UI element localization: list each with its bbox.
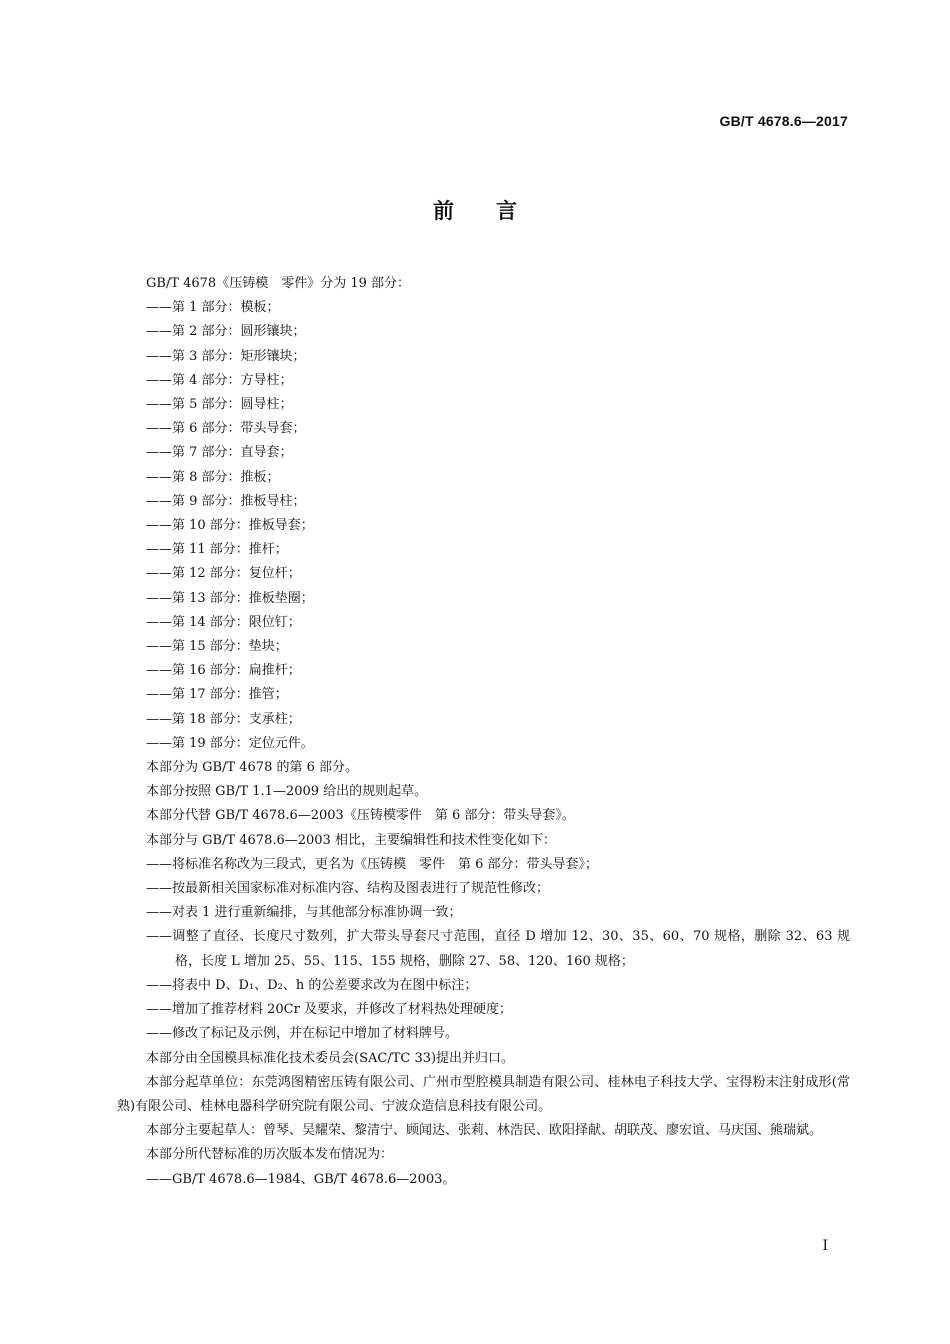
part-of-paragraph: 本部分为 GB/T 4678 的第 6 部分。 xyxy=(146,760,359,776)
list-item: ——第 6 部分：带头导套； xyxy=(146,421,306,437)
list-item: ——第 19 部分：定位元件。 xyxy=(146,735,314,751)
list-item: ——将表中 D、D₁、D₂、h 的公差要求改为在图中标注； xyxy=(146,977,478,993)
history-list xyxy=(117,1168,850,1192)
list-item: ——第 9 部分：推板导柱； xyxy=(146,493,306,509)
list-item: ——第 10 部分：推板导套； xyxy=(146,518,314,534)
drafting-rule-paragraph: 本部分按照 GB/T 1.1—2009 给出的规则起草。 xyxy=(146,784,428,800)
list-item: ——第 15 部分：垫块； xyxy=(146,639,288,655)
list-item: ——第 2 部分：圆形镶块； xyxy=(146,324,306,340)
drafting-units-paragraph: 本部分起草单位：东莞鸿图精密压铸有限公司、广州市型腔模具制造有限公司、桂林电子科技大学、宝得粉末注射成形(常熟)有限公司、桂林电器科学研究院有限公司、宁波众造信息科技有限公司。 xyxy=(117,1074,850,1114)
drafters-paragraph: 本部分主要起草人：曾琴、吴耀荣、黎清宁、顾闻达、张莉、林浩民、欧阳择献、胡联茂、廖宏谊、马庆国、熊瑞斌。 xyxy=(146,1123,823,1139)
page-title-char-2: 言 xyxy=(496,199,517,223)
list-item: ——第 8 部分：推板； xyxy=(146,469,280,485)
list-item: ——第 3 部分：矩形镶块； xyxy=(146,348,306,364)
document-body xyxy=(117,272,850,1192)
page-number: I xyxy=(822,1238,828,1254)
changes-intro-paragraph: 本部分与 GB/T 4678.6—2003 相比，主要编辑性和技术性变化如下： xyxy=(146,832,556,848)
changes-list xyxy=(117,853,850,1047)
proposed-by-paragraph: 本部分由全国模具标准化技术委员会(SAC/TC 33)提出并归口。 xyxy=(146,1050,515,1066)
list-item: ——第 11 部分：推杆； xyxy=(146,542,288,558)
list-item: ——第 4 部分：方导柱； xyxy=(146,372,293,388)
list-item: ——对表 1 进行重新编排，与其他部分标准协调一致； xyxy=(146,905,462,921)
list-item: ——第 12 部分：复位杆； xyxy=(146,566,301,582)
list-item: ——修改了标记及示例，并在标记中增加了材料牌号。 xyxy=(146,1026,459,1042)
list-item: ——第 16 部分：扁推杆； xyxy=(146,663,301,679)
list-item: ——第 13 部分：推板垫圈； xyxy=(146,590,314,606)
list-item: ——第 18 部分：支承柱； xyxy=(146,711,301,727)
page-title-char-1: 前 xyxy=(433,199,454,223)
list-item: ——第 5 部分：圆导柱； xyxy=(146,397,293,413)
list-item: ——将标准名称改为三段式，更名为《压铸模 零件 第 6 部分：带头导套》； xyxy=(146,856,599,872)
history-intro-paragraph: 本部分所代替标准的历次版本发布情况为： xyxy=(146,1147,394,1163)
list-item: ——按最新相关国家标准对标准内容、结构及图表进行了规范性修改； xyxy=(146,881,550,897)
list-item: ——GB/T 4678.6—1984、GB/T 4678.6—2003。 xyxy=(146,1171,456,1187)
list-item: ——增加了推荐材料 20Cr 及要求，并修改了材料热处理硬度； xyxy=(146,1002,512,1018)
list-item: ——第 14 部分：限位钉； xyxy=(146,614,301,630)
parts-list xyxy=(117,296,850,756)
intro-paragraph: GB/T 4678《压铸模 零件》分为 19 部分： xyxy=(146,276,411,291)
list-item: ——第 17 部分：推管； xyxy=(146,687,288,703)
page-header-standard-number: GB/T 4678.6—2017 xyxy=(719,113,848,129)
page-title xyxy=(0,195,950,225)
list-item: ——第 7 部分：直导套； xyxy=(146,445,293,461)
list-item: ——第 1 部分：模板； xyxy=(146,300,280,316)
list-item: ——调整了直径、长度尺寸数列，扩大带头导套尺寸范围，直径 D 增加 12、30、35、60、70 规格，删除 32、63 规格，长度 L 增加 25、55、115、155 规格，删除 27、58、120、160 规格； xyxy=(146,929,850,969)
replaces-paragraph: 本部分代替 GB/T 4678.6—2003《压铸模零件 第 6 部分：带头导套》。 xyxy=(146,808,575,824)
